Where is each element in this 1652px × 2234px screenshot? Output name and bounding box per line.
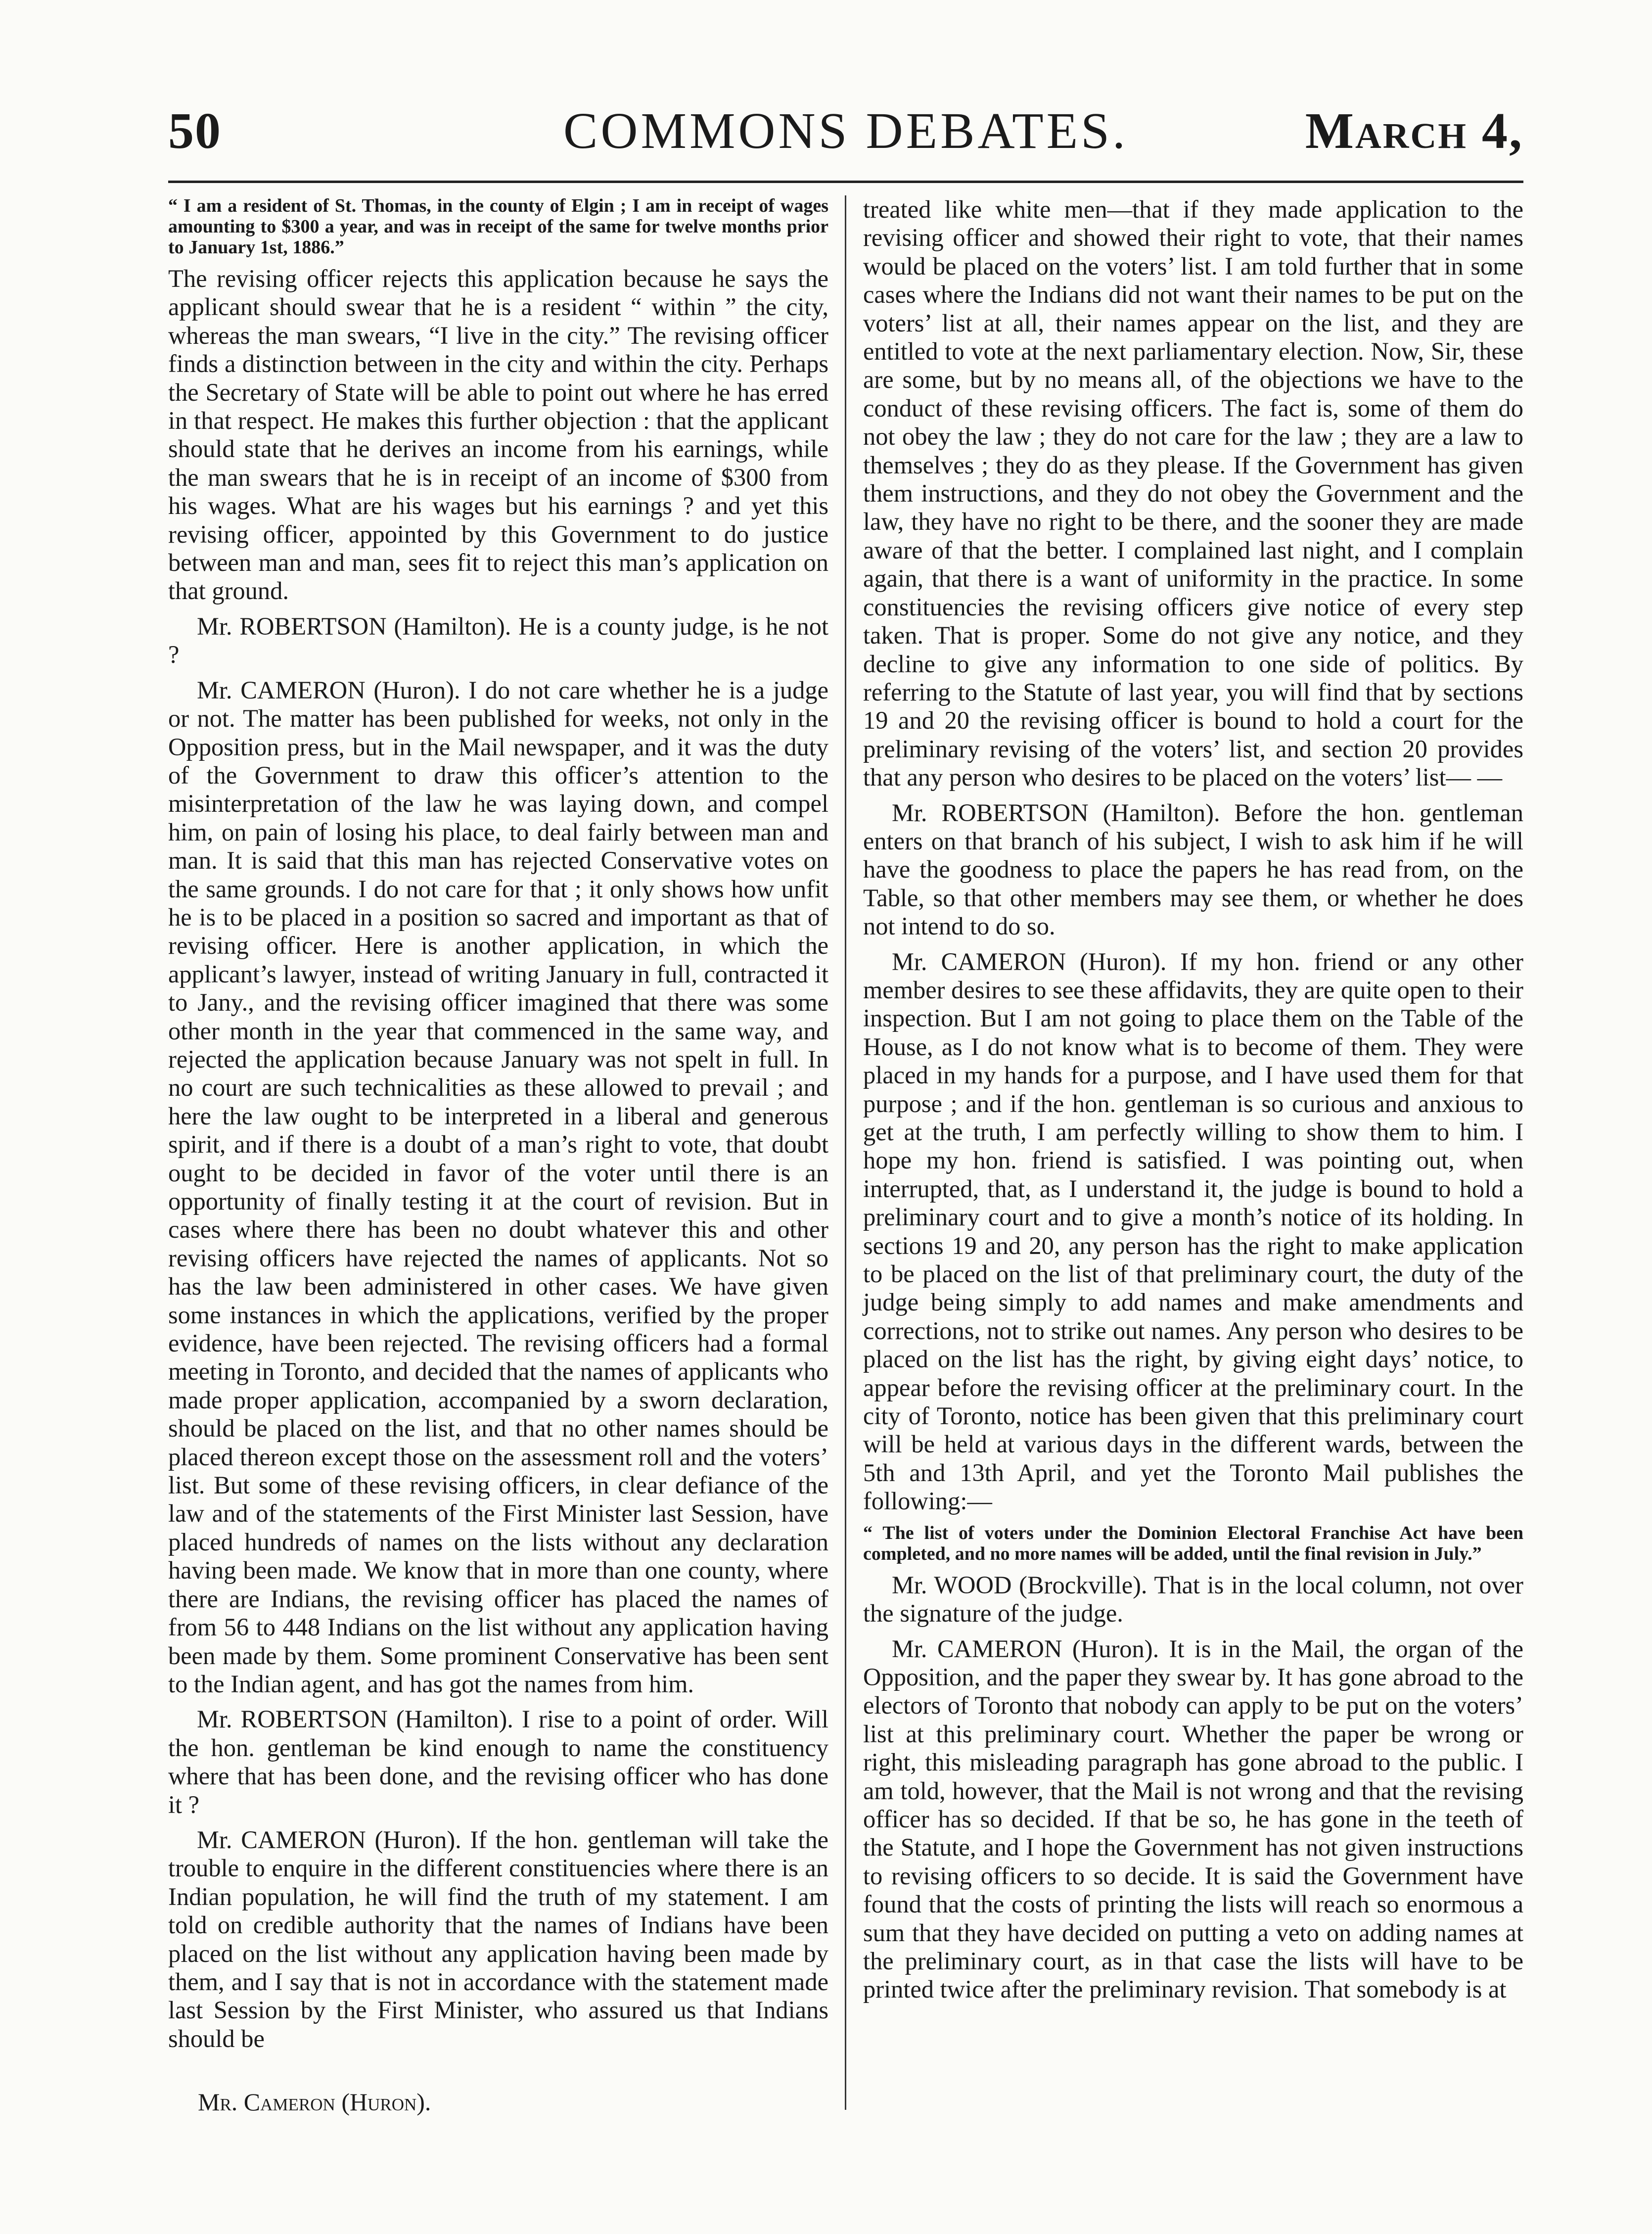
speech-wood: Mr. WOOD (Brockville). That is in the local column, not over the signature of the judge. — [863, 1571, 1523, 1628]
paragraph: treated like white men—that if they made application to the revising officer and showed their right to vote, that their names would be placed on the voters’ list. I am told further that in some cases where the Indians did not want their names to be put on the voters’ list at all, their names appear on the list, and they are entitled to vote at the next parliamentary election. Now, Sir, these are some, but by no means all, of the objections we have to the conduct of these revising officers. The fact is, some of them do not obey the law ; they do not care for the law ; they are a law to themselves ; they do as they please. If the Government has given them instructions, and they do not obey the Government and the law, they have no right to be there, and the sooner they are made aware of that the better. I complained last night, and I complain again, that there is a want of uniformity in the practice. In some constituencies the revising officers give notice of every step taken. That is proper. Some do not give any notice, and they decline to give any information to one side of politics. By referring to the Statute of last year, you will find that by sections 19 and 20 the revising officer is bound to hold a court for the preliminary revising of the voters’ list, and section 20 provides that any person who desires to be placed on the voters’ list— — — [863, 195, 1523, 791]
page-header — [168, 101, 1523, 171]
running-speaker-footer: Mr. Cameron (Huron). — [198, 2088, 431, 2116]
paragraph: The revising officer rejects this application because he says the applicant should swear that he is a resident “ within ” the city, whereas the man swears, “I live in the city.” The revising officer finds a distinction between in the city and within the city. Perhaps the Secretary of State will be able to point out where he has erred in that respect. He makes this further objection : that the applicant should state that he derives an income from his earnings, while the man swears that he is in receipt of an income of $300 from his wages. What are his wages but his earnings ? and yet this revising officer, appointed by this Government to do justice between man and man, sees fit to reject this man’s application on that ground. — [168, 265, 828, 605]
speech-cameron: Mr. CAMERON (Huron). I do not care whether he is a judge or not. The matter has been published for weeks, not only in the Opposition press, but in the Mail newspaper, and it was the duty of the Government to draw this officer’s attention to the misinterpretation of the law he was laying down, and compel him, on pain of losing his place, to deal fairly between man and man. It is said that this man has rejected Conservative votes on the same grounds. I do not care for that ; it only shows how unfit he is to be placed in a position so sacred and important as that of revising officer. Here is another application, in which the applicant’s lawyer, instead of writing January in full, contracted it to Jany., and the revising officer imagined that there was some other month in the year that commenced in the same way, and rejected the application because January was not spelt in full. In no court are such technicalities as these allowed to prevail ; and here the law ought to be interpreted in a liberal and generous spirit, and if there is a doubt of a man’s right to vote, that doubt ought to be decided in favor of the voter until there is an opportunity of finally testing it at the court of revision. But in cases where there has been no doubt whatever this and other revising officers have rejected the names of applicants. Not so has the law been administered in other cases. We have given some instances in which the applications, verified by the proper evidence, have been rejected. The revising officers had a formal meeting in Toronto, and decided that the names of applicants who made proper application, accompanied by a sworn declaration, should be placed on the list, and that no other names should be placed thereon except those on the assessment roll and the voters’ list. But some of these revising officers, in clear defiance of the law and of the statements of the First Minister last Session, have placed hundreds of names on the lists without any declaration having been made. We know that in more than one county, where there are Indians, the revising officer has placed the names of from 56 to 448 Indians on the list without any application having been made by them. Some prominent Conservative has been sent to the Indian agent, and has got the names from him. — [168, 676, 828, 1698]
page-title: COMMONS DEBATES. — [563, 102, 1128, 159]
speech-robertson: Mr. ROBERTSON (Hamilton). He is a county judge, is he not ? — [168, 612, 828, 669]
speech-cameron: Mr. CAMERON (Huron). If the hon. gentleman will take the trouble to enquire in the different constituencies where there is an Indian population, he will find the truth of my statement. I am told on credible authority that the names of Indians have been placed on the list without any application having been made by them, and I say that is not in accordance with the statement made last Session by the First Minister, who assured us that Indians should be — [168, 1825, 828, 2052]
header-rule — [168, 181, 1523, 183]
speech-robertson: Mr. ROBERTSON (Hamilton). I rise to a point of order. Will the hon. gentleman be kind enough to name the constituency where that has been done, and the revising officer who has done it ? — [168, 1705, 828, 1818]
speech-cameron: Mr. CAMERON (Huron). It is in the Mail, the organ of the Opposition, and the paper they swear by. It has gone abroad to the electors of Toronto that nobody can apply to be put on the voters’ list at this preliminary court. Whether the paper be wrong or right, this misleading paragraph has gone abroad to the public. I am told, however, that the Mail is not wrong and that the revising officer has so decided. If that be so, he has gone in the teeth of the Statute, and I hope the Government has not given instructions to revising officers to so decide. It is said the Government have found that the costs of printing the lists will reach so enormous a sum that they have decided on putting a veto on adding names at the preliminary court, as in that case the lists will have to be printed twice after the preliminary revision. That somebody is at — [863, 1634, 1523, 2003]
quoted-newspaper: “ The list of voters under the Dominion Electoral Franchise Act have been completed, and no more names will be added, until the final revision in July.” — [863, 1522, 1523, 1564]
header-date: March 4, — [1305, 102, 1523, 159]
left-column — [168, 195, 828, 2060]
page-number: 50 — [168, 102, 222, 159]
quoted-declaration: “ I am a resident of St. Thomas, in the county of Elgin ; I am in receipt of wages amounting to $300 a year, and was in receipt of the same for twelve months prior to January 1st, 1886.” — [168, 195, 828, 258]
column-divider — [845, 195, 846, 2110]
right-column — [863, 195, 1523, 2011]
speech-cameron: Mr. CAMERON (Huron). If my hon. friend or any other member desires to see these affidavits, they are quite open to their inspection. But I am not going to place them on the Table of the House, as I do not know what is to become of them. They were placed in my hands for a purpose, and I have used them for that purpose ; and if the hon. gentleman is so curious and anxious to get at the truth, I am perfectly willing to show them to him. I hope my hon. friend is satisfied. I was pointing out, when interrupted, that, as I understand it, the judge is bound to hold a preliminary court and to give a month’s notice of its holding. In sections 19 and 20, any person has the right to make application to be placed on the list of that preliminary court, the duty of the judge being simply to add names and make amendments and corrections, not to strike out names. Any person who desires to be placed on the list has the right, by giving eight days’ notice, to appear before the revising officer at the preliminary court. In the city of Toronto, notice has been given that this preliminary court will be held at various days in the different wards, between the 5th and 13th April, and yet the Toronto Mail publishes the following:— — [863, 947, 1523, 1515]
speech-robertson: Mr. ROBERTSON (Hamilton). Before the hon. gentleman enters on that branch of his subject, I wish to ask him if he will have the goodness to place the papers he has read from, on the Table, so that other members may see them, or whether he does not intend to do so. — [863, 798, 1523, 940]
